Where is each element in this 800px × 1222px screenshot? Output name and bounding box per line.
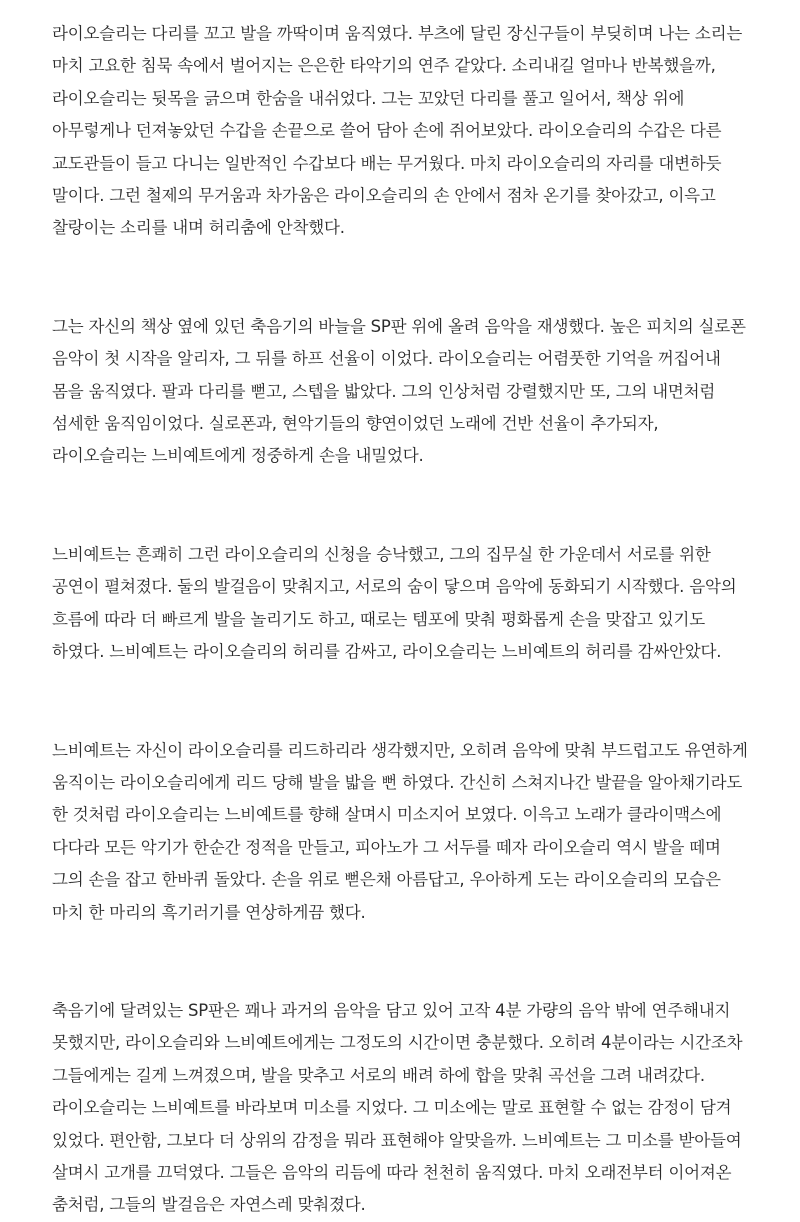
paragraph-3: 느비예트는 흔쾌히 그런 라이오슬리의 신청을 승낙했고, 그의 집무실 한 가운데서 서로를 위한 공연이 펼쳐졌다. 둘의 발걸음이 맞춰지고, 서로의 숨이 닿으며 음악에 동화되기 시작했다. 음악의 흐름에 따라 더 빠르게 발을 놀리기도 하고, 때로는 템포에 맞춰 평화롭게 손을 맞잡고 있기도 하였다. 느비예트는 라이오슬리의 허리를 감싸고, 라이오슬리는 느비예트의 허리를 감싸안았다.	[52, 544, 737, 662]
paragraph-4: 느비예트는 자신이 라이오슬리를 리드하리라 생각했지만, 오히려 음악에 맞춰 부드럽고도 유연하게 움직이는 라이오슬리에게 리드 당해 발을 밟을 뻔 하였다. 간신히 스쳐지나간 발끝을 알아채기라도 한 것처럼 라이오슬리는 느비예트를 향해 살며시 미소지어 보였다. 이윽고 노래가 클라이맥스에 다다라 모든 악기가 한순간 정적을 만들고, 피아노가 그 서두를 떼자 라이오슬리 역시 발을 떼며 그의 손을 잡고 한바퀴 돌았다. 손을 위로 뻗은채 아름답고, 우아하게 도는 라이오슬리의 모습은 마치 한 마리의 흑기러기를 연상하게끔 했다.	[52, 740, 748, 922]
paragraph-1: 라이오슬리는 다리를 꼬고 발을 까딱이며 움직였다. 부츠에 달린 장신구들이 부딪히며 나는 소리는 마치 고요한 침묵 속에서 벌어지는 은은한 타악기의 연주 같았다. 소리내길 얼마나 반복했을까, 라이오슬리는 뒷목을 긁으며 한숨을 내쉬었다. 그는 꼬았던 다리를 풀고 일어서, 책상 위에 아무렇게나 던져놓았던 수갑을 손끝으로 쓸어 담아 손에 쥐어보았다. 라이오슬리의 수갑은 다른 교도관들이 들고 다니는 일반적인 수갑보다 배는 무거웠다. 마치 라이오슬리의 자리를 대변하듯 말이다. 그런 철제의 무거움과 차가움은 라이오슬리의 손 안에서 점차 온기를 찾아갔고, 이윽고 찰랑이는 소리를 내며 허리춤에 안착했다.	[52, 24, 743, 238]
paragraph-5: 축음기에 달려있는 SP판은 꽤나 과거의 음악을 담고 있어 고작 4분 가량의 음악 밖에 연주해내지 못했지만, 라이오슬리와 느비예트에게는 그정도의 시간이면 충분했다. 오히려 4분이라는 시간조차 그들에게는 길게 느껴졌으며, 발을 맞추고 서로의 배려 하에 합을 맞춰 곡선을 그려 내려갔다. 라이오슬리는 느비예트를 바라보며 미소를 지었다. 그 미소에는 말로 표현할 수 없는 감정이 담겨 있었다. 편안함, 그보다 더 상위의 감정을 뭐라 표현해야 알맞을까. 느비예트는 그 미소를 받아들여 살며시 고개를 끄덕였다. 그들은 음악의 리듬에 따라 천천히 움직였다. 마치 오래전부터 이어져온 춤처럼, 그들의 발걸음은 자연스레 맞춰졌다.	[52, 1000, 743, 1215]
paragraph-2: 그는 자신의 책상 옆에 있던 축음기의 바늘을 SP판 위에 올려 음악을 재생했다. 높은 피치의 실로폰 음악이 첫 시작을 알리자, 그 뒤를 하프 선율이 이었다. 라이오슬리는 어렴풋한 기억을 꺼집어내 몸을 움직였다. 팔과 다리를 뻗고, 스텝을 밟았다. 그의 인상처럼 강렬했지만 또, 그의 내면처럼 섬세한 움직임이었다. 실로폰과, 현악기들의 향연이었던 노래에 건반 선율이 추가되자, 라이오슬리는 느비예트에게 정중하게 손을 내밀었다.	[52, 316, 746, 466]
